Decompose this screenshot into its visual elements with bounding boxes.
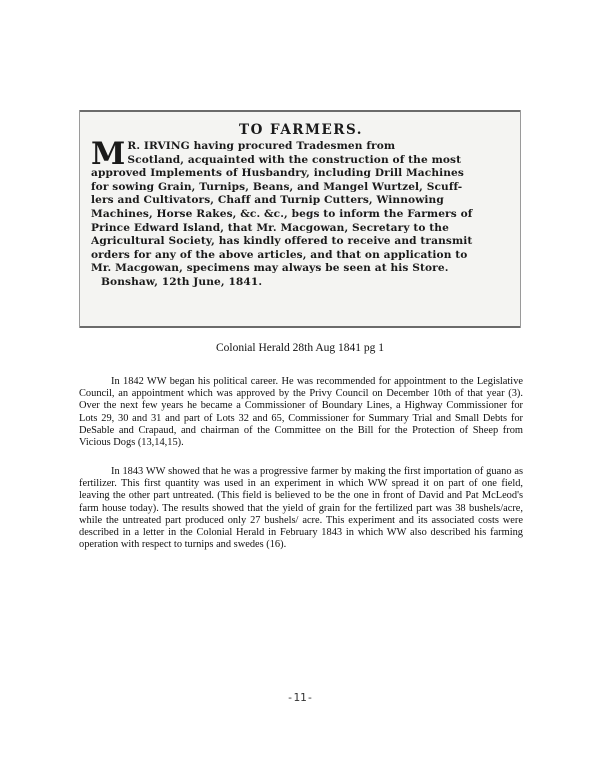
clipping-top-rule xyxy=(79,110,521,112)
clipping-line: approved Implements of Husbandry, including Drill Machines xyxy=(91,167,464,180)
clipping-line: Agricultural Society, has kindly offered to receive and transmit xyxy=(91,235,473,248)
clipping-bottom-rule xyxy=(79,326,521,328)
paragraph-political-career xyxy=(79,376,523,449)
page-number: -11- xyxy=(286,691,314,704)
clipping-body xyxy=(91,136,511,290)
clipping-caption: Colonial Herald 28th Aug 1841 pg 1 xyxy=(215,342,384,354)
paragraph-text: In 1843 WW showed that he was a progressive farmer by making the first importation of guano as fertilizer. This first quantity was used in an experiment in which WW spread it on part of one field, leaving the other part untreated. (This field is believed to be the one in front of David and Pat McLeod's farm house today). The results showed that the yield of grain for the fertilized part was 38 bushels/acre, while the untreated part produced only 27 bushels/ acre. This experiment and its associated costs were described in a letter in the Colonial Herald in February 1843 in which WW also described his farming operation with respect to turnips and swedes (16). xyxy=(79,466,523,551)
clipping-right-edge xyxy=(520,110,521,328)
clipping-line: R. IRVING having procured Tradesmen from xyxy=(127,140,396,152)
clipping-line: Mr. Macgowan, specimens may always be seen at his Store. xyxy=(91,262,449,275)
clipping-left-edge xyxy=(79,110,80,328)
clipping-heading: TO FARMERS. xyxy=(239,122,363,138)
clipping-line: Scotland, acquainted with the construction of the most xyxy=(127,153,462,166)
clipping-line: for sowing Grain, Turnips, Beans, and Mangel Wurtzel, Scuff- xyxy=(91,180,463,193)
newspaper-clipping xyxy=(79,110,521,328)
paragraph-text: In 1842 WW began his political career. He was recommended for appointment to the Legislative Council, an appointment which was approved by the Privy Council on December 10th of that year (3). Over the next few years he became a Commissioner of Boundary Lines, a Highway Commissioner for Lots 29, 30 and 31 and part of Lots 32 and 65, Commissioner for Summary Trial and Small Debts for DeSable and Crapaud, and chairman of the Committee on the Bill for the Protection of Sheep from Vicious Dogs (13,14,15). xyxy=(79,376,523,449)
clipping-line: Prince Edward Island, that Mr. Macgowan, Secretary to the xyxy=(91,221,449,234)
clipping-line: orders for any of the above articles, and that on application to xyxy=(91,248,468,261)
clipping-dateline: Bonshaw, 12th June, 1841. xyxy=(101,275,263,288)
clipping-dropcap: M xyxy=(91,136,126,172)
clipping-line: lers and Cultivators, Chaff and Turnip Cutters, Winnowing xyxy=(91,194,444,207)
clipping-line: Machines, Horse Rakes, &c. &c., begs to inform the Farmers of xyxy=(91,207,473,220)
paragraph-guano-experiment xyxy=(79,466,523,551)
